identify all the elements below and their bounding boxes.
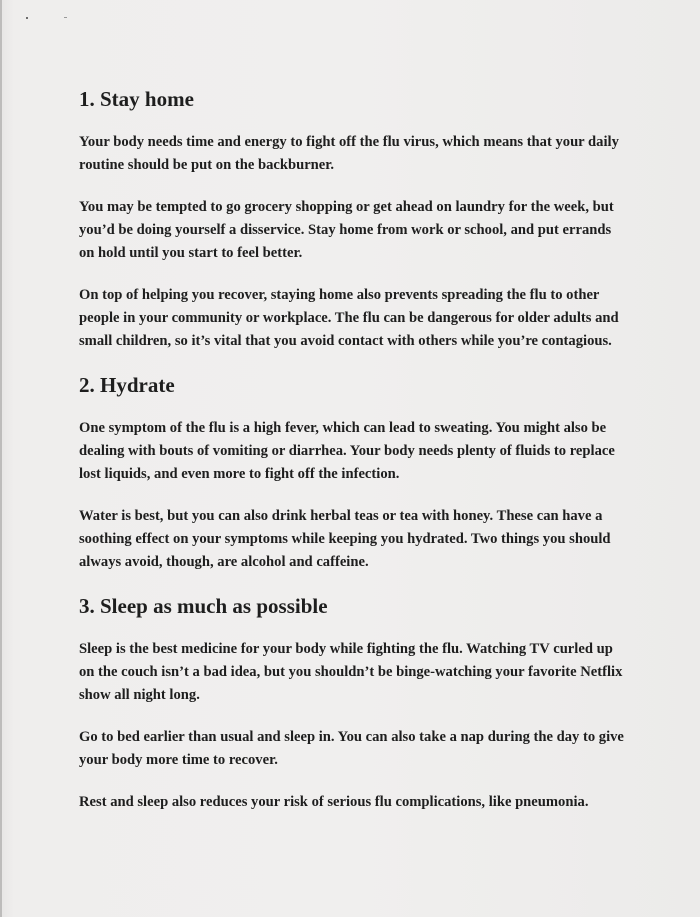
paragraph: Your body needs time and energy to fight off the flu virus, which means that your daily routine should be put on the backburner. [79, 134, 619, 173]
section-heading: 1. Stay home [79, 87, 194, 111]
paragraph: Sleep is the best medicine for your body while fighting the flu. Watching TV curled up on the couch isn’t a bad idea, but you shouldn’t be binge-watching your favorite Netflix show all night long. [79, 641, 623, 703]
scan-speck [26, 17, 28, 19]
paragraph: You may be tempted to go grocery shopping or get ahead on laundry for the week, but you’d be doing yourself a disservice. Stay home from work or school, and put errands on hold until you start to feel better. [79, 199, 614, 261]
scan-mark [64, 17, 67, 18]
section-stay-home [79, 86, 624, 353]
page-edge-shadow [0, 0, 2, 917]
paragraph: On top of helping you recover, staying home also prevents spreading the flu to other people in your community or workplace. The flu can be dangerous for older adults and small children, so it’s vital that you avoid contact with others while you’re contagious. [79, 287, 619, 349]
paragraph: Go to bed earlier than usual and sleep in. You can also take a nap during the day to give your body more time to recover. [79, 729, 624, 768]
section-heading: 3. Sleep as much as possible [79, 594, 328, 618]
section-sleep [79, 593, 624, 814]
document-body [79, 86, 624, 833]
paragraph: Rest and sleep also reduces your risk of serious flu complications, like pneumonia. [79, 794, 589, 810]
section-heading: 2. Hydrate [79, 373, 175, 397]
paragraph: One symptom of the flu is a high fever, which can lead to sweating. You might also be dealing with bouts of vomiting or diarrhea. Your body needs plenty of fluids to replace lost liquids, and even more to fight off the infection. [79, 420, 615, 482]
paragraph: Water is best, but you can also drink herbal teas or tea with honey. These can have a soothing effect on your symptoms while keeping you hydrated. Two things you should always avoid, though, are alcohol and caffeine. [79, 508, 611, 570]
section-hydrate [79, 372, 624, 574]
